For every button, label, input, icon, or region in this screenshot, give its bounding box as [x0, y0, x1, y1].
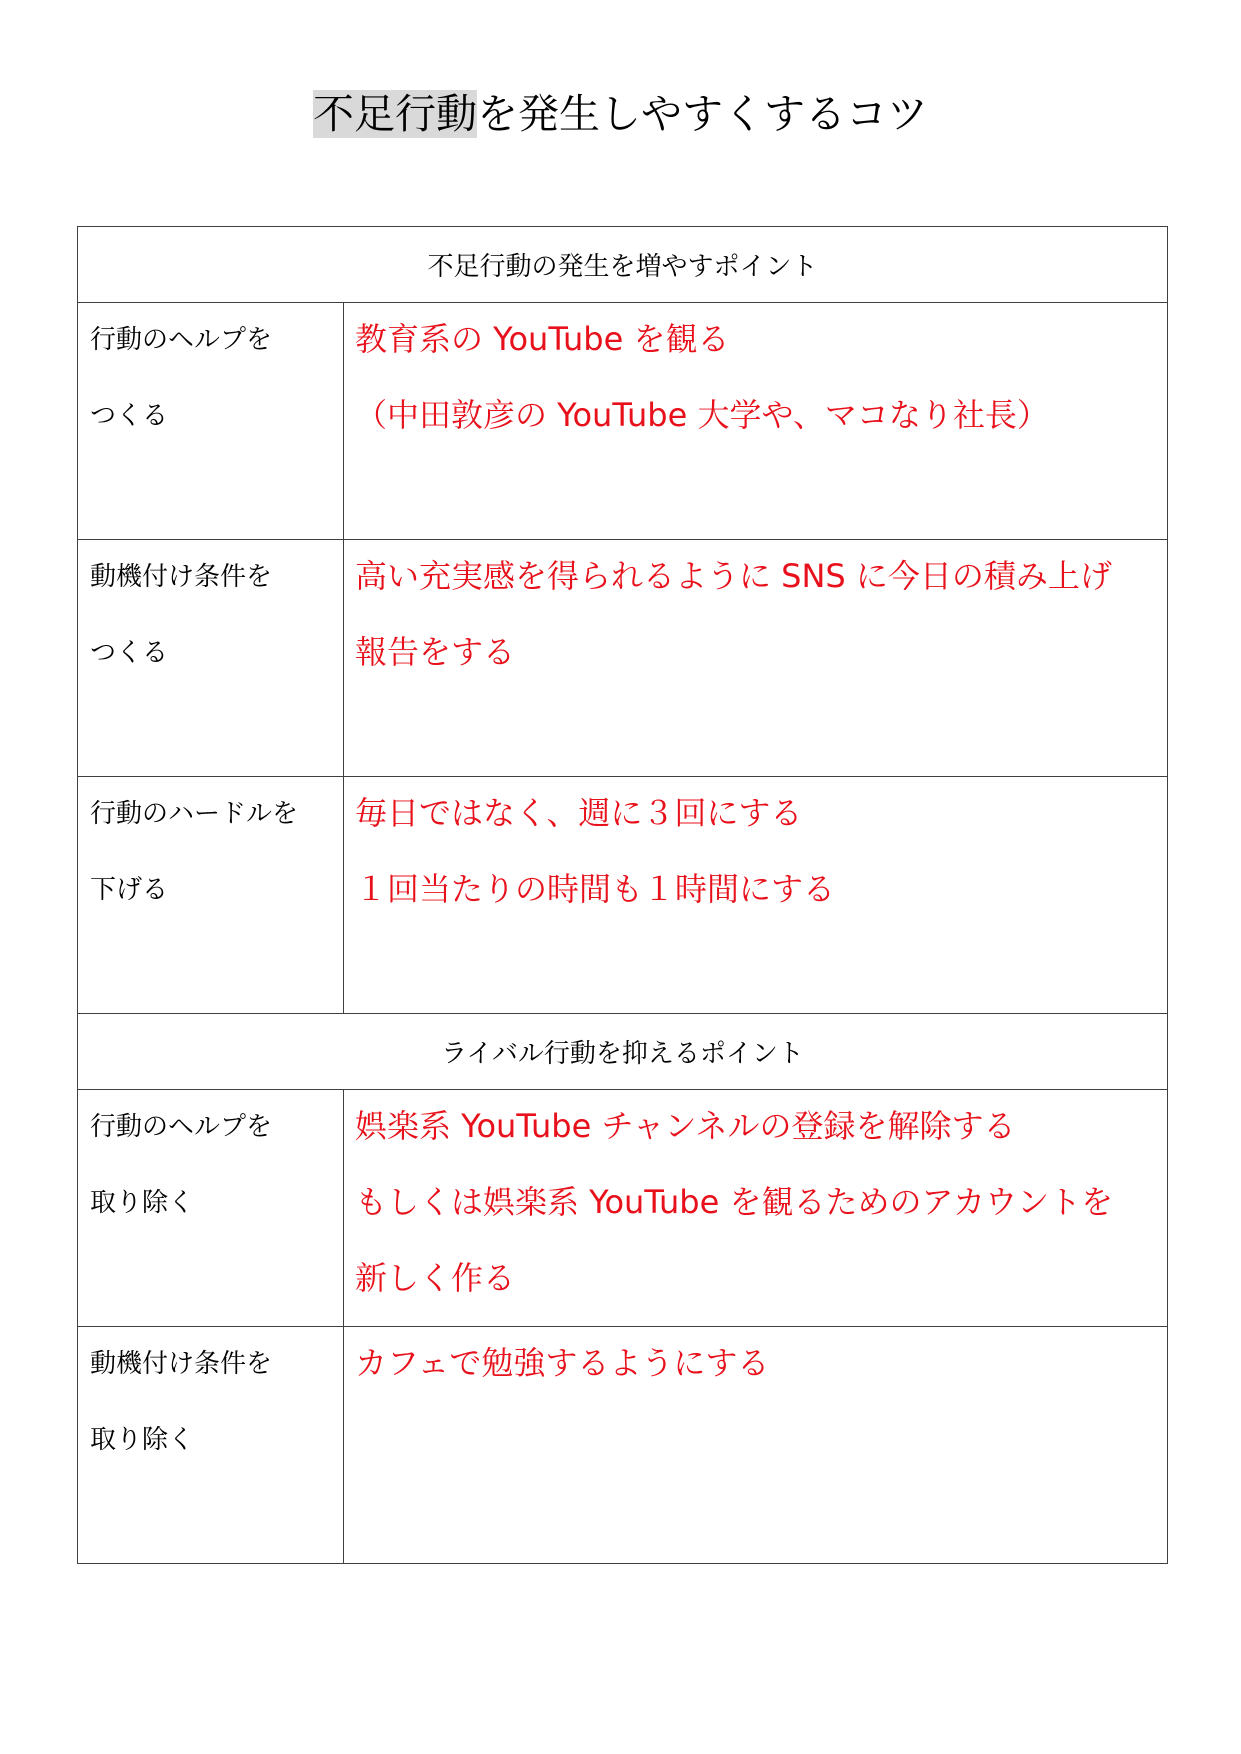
row-content-line: 報告をする [355, 633, 516, 671]
page-title [0, 84, 1241, 144]
row-label-line: 動機付け条件を [90, 1349, 273, 1379]
row-label-line: 行動のヘルプを [90, 325, 273, 355]
section-header: ライバル行動を抑えるポイント [78, 1014, 1168, 1090]
row-label-line: 動機付け条件を [90, 562, 273, 592]
row-label-cell [78, 303, 344, 540]
table-row [78, 540, 1168, 777]
row-content-line: 高い充実感を得られるように SNS に今日の積み上げ [355, 557, 1112, 595]
row-content-line: カフェで勉強するようにする [355, 1344, 770, 1382]
title-rest: を発生しやすくするコツ [477, 90, 928, 138]
row-label-cell [78, 540, 344, 777]
tips-table [77, 226, 1168, 1564]
section-header: 不足行動の発生を増やすポイント [78, 227, 1168, 303]
row-content-line: 教育系の YouTube を観る [355, 320, 730, 358]
row-content-cell [344, 303, 1168, 540]
row-label-line: 行動のハードルを [90, 799, 299, 829]
title-highlight: 不足行動 [313, 90, 477, 138]
table-row [78, 1327, 1168, 1564]
row-content-line: 娯楽系 YouTube チャンネルの登録を解除する [355, 1107, 1016, 1145]
row-label-line: 下げる [90, 875, 169, 905]
row-content-cell [344, 1090, 1168, 1327]
row-label-cell [78, 777, 344, 1014]
row-content-cell [344, 540, 1168, 777]
table-row [78, 303, 1168, 540]
row-label-line: 取り除く [90, 1188, 195, 1218]
row-label-line: 行動のヘルプを [90, 1112, 273, 1142]
row-content-line: 新しく作る [355, 1259, 516, 1297]
row-content-line: １回当たりの時間も１時間にする [355, 870, 836, 908]
row-label-line: つくる [90, 401, 169, 431]
row-content-line: （中田敦彦の YouTube 大学や、マコなり社長） [355, 396, 1049, 434]
row-content-line: 毎日ではなく、週に３回にする [355, 794, 803, 832]
row-label-cell [78, 1327, 344, 1564]
row-label-line: 取り除く [90, 1425, 195, 1455]
row-content-cell [344, 777, 1168, 1014]
row-content-line: もしくは娯楽系 YouTube を観るためのアカウントを [355, 1183, 1114, 1221]
row-content-cell [344, 1327, 1168, 1564]
table-row [78, 1090, 1168, 1327]
row-label-line: つくる [90, 638, 169, 668]
row-label-cell [78, 1090, 344, 1327]
table-row [78, 777, 1168, 1014]
